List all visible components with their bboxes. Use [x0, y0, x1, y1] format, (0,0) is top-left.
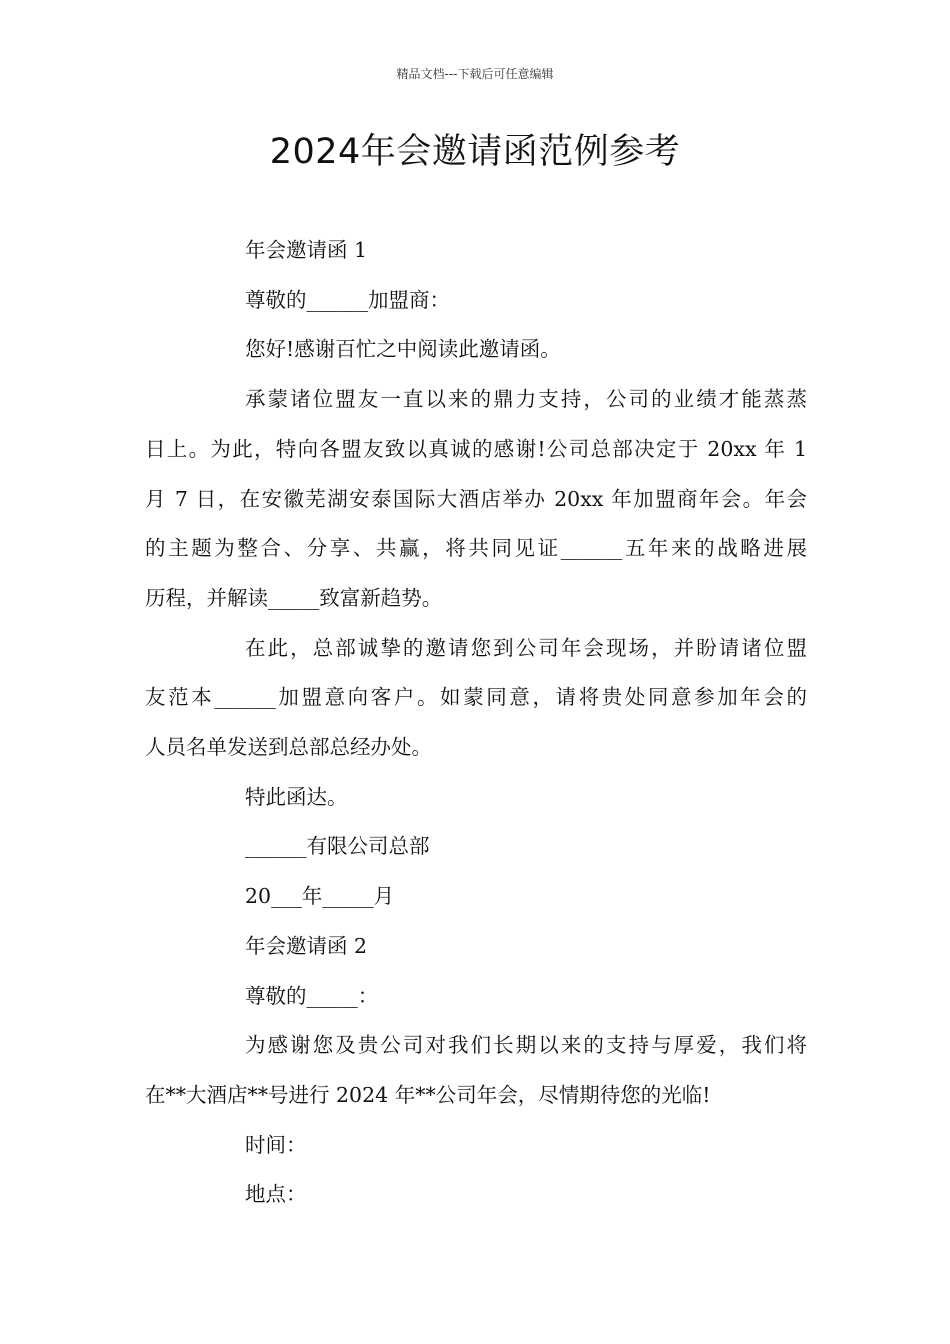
closing-line: 特此函达。	[245, 784, 348, 809]
paragraph-line: 月 7 日，在安徽芜湖安泰国际大酒店举办 20xx 年加盟商年会。年会	[145, 486, 807, 511]
paragraph-line: 人员名单发送到总部总经办处。	[145, 735, 432, 760]
document-body	[145, 226, 807, 1220]
time-label: 时间：	[245, 1132, 307, 1157]
section-heading-2: 年会邀请函 2	[245, 933, 368, 958]
signature-date: 20___年_____月	[245, 884, 395, 909]
header-note: 精品文档---下载后可任意编辑	[396, 67, 554, 81]
location-label: 地点：	[245, 1182, 307, 1207]
salutation-2: 尊敬的_____：	[245, 983, 379, 1008]
salutation-1: 尊敬的______加盟商：	[245, 287, 450, 312]
paragraph-line: 在**大酒店**号进行 2024 年**公司年会，尽情期待您的光临!	[145, 1082, 711, 1107]
greeting-line: 您好!感谢百忙之中阅读此邀请函。	[245, 337, 561, 362]
paragraph-line: 友范本______加盟意向客户。如蒙同意，请将贵处同意参加年会的	[145, 685, 807, 710]
document-title: 2024年会邀请函范例参考	[269, 132, 681, 172]
paragraph-line: 历程，并解读_____致富新趋势。	[145, 585, 443, 610]
paragraph-line: 日上。为此，特向各盟友致以真诚的感谢!公司总部决定于 20xx 年 1	[145, 436, 807, 461]
paragraph-line: 承蒙诸位盟友一直以来的鼎力支持，公司的业绩才能蒸蒸	[245, 387, 807, 412]
paragraph-line: 为感谢您及贵公司对我们长期以来的支持与厚爱，我们将	[245, 1033, 807, 1058]
paragraph-line: 的主题为整合、分享、共赢，将共同见证______五年来的战略进展	[145, 536, 807, 561]
section-heading-1: 年会邀请函 1	[245, 238, 368, 262]
signature-company: ______有限公司总部	[245, 834, 430, 859]
paragraph-line: 在此，总部诚挚的邀请您到公司年会现场，并盼请诸位盟	[245, 635, 807, 660]
